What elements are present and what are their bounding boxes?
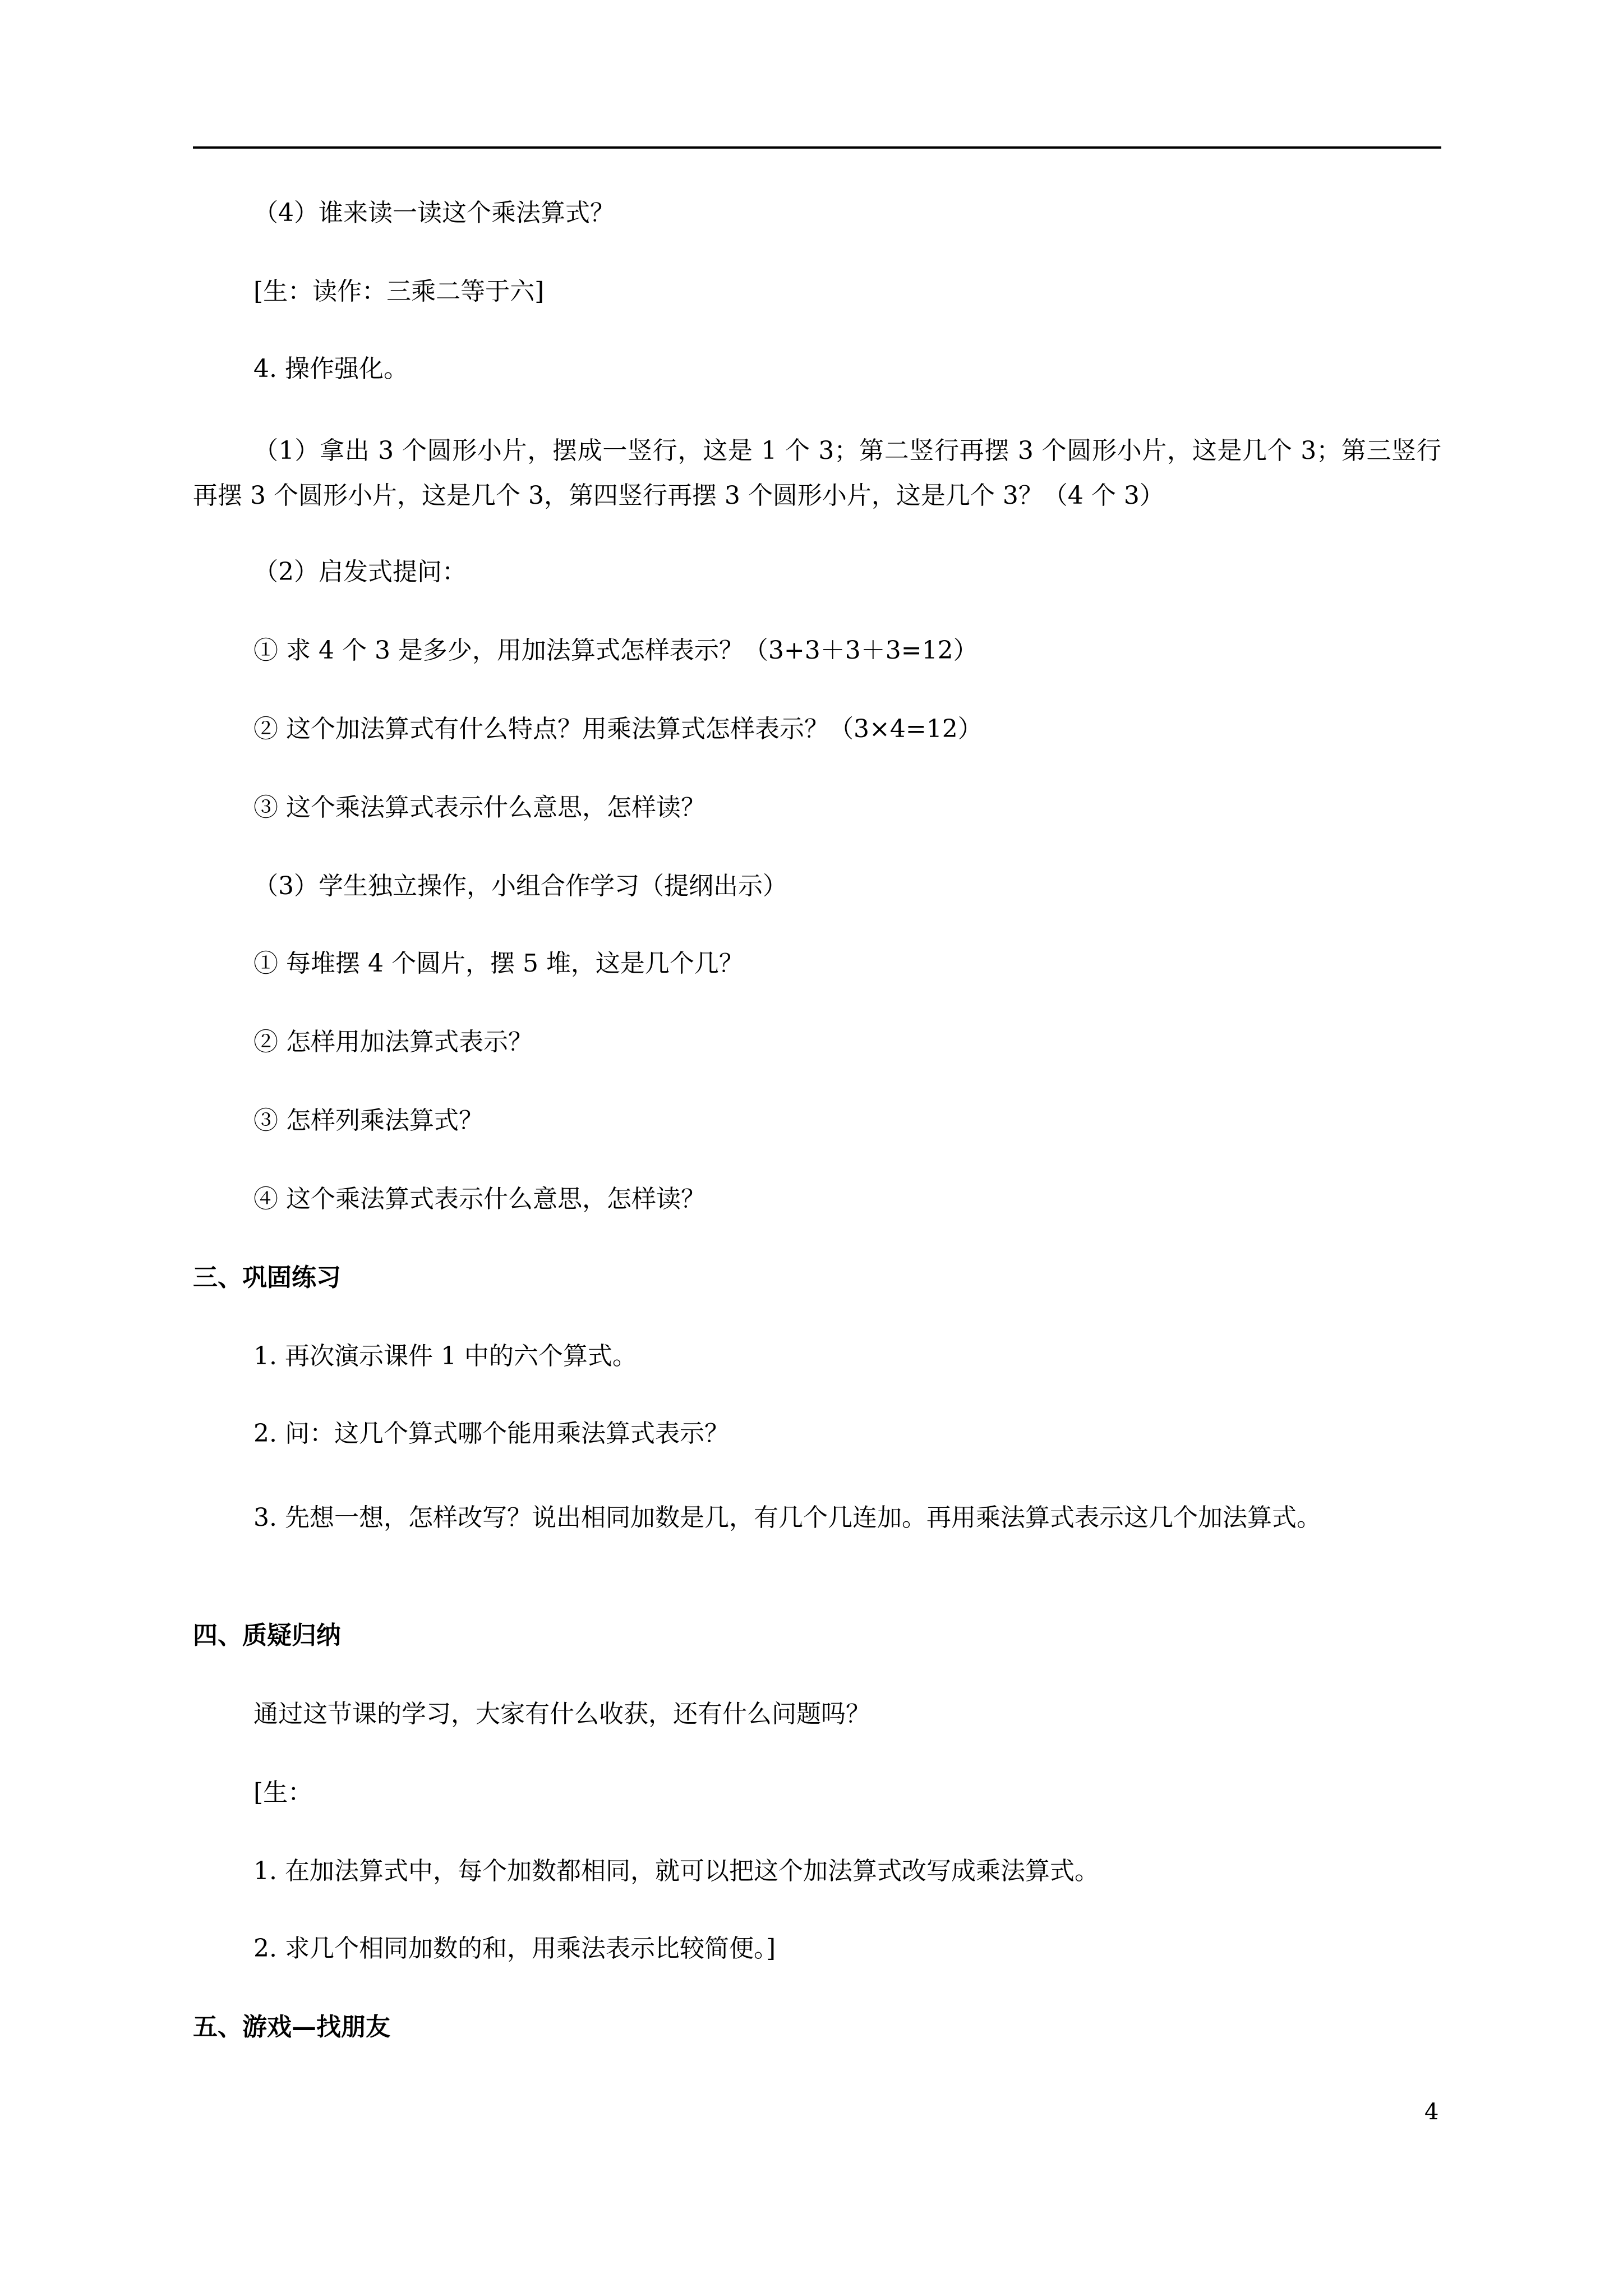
- text-line: （2）启发式提问：: [253, 558, 467, 586]
- text-line: [生：: [253, 1778, 313, 1807]
- list-item: ③ 这个乘法算式表示什么意思，怎样读？: [253, 793, 706, 822]
- section-heading: 五、游戏—找朋友: [193, 2013, 390, 2041]
- page-number: 4: [1424, 2099, 1439, 2125]
- list-item: ② 这个加法算式有什么特点？用乘法算式怎样表示？（3×4=12）: [253, 715, 983, 743]
- text-line: 通过这节课的学习，大家有什么收获，还有什么问题吗？: [253, 1700, 870, 1728]
- text-line: （3）学生独立操作，小组合作学习（提纲出示）: [253, 872, 787, 900]
- list-item: ② 怎样用加法算式表示？: [253, 1028, 533, 1056]
- text-line: 1. 再次演示课件 1 中的六个算式。: [253, 1342, 637, 1370]
- text-line: [生：读作：三乘二等于六]: [253, 277, 545, 306]
- text-line: 2. 求几个相同加数的和，用乘法表示比较简便。]: [253, 1934, 776, 1963]
- text-line: 1. 在加法算式中，每个加数都相同，就可以把这个加法算式改写成乘法算式。: [253, 1857, 1099, 1885]
- paragraph: （1）拿出 3 个圆形小片，摆成一竖行，这是 1 个 3；第二竖行再摆 3 个圆形小片，这是几个 3；第三竖行再摆 3 个圆形小片，这是几个 3，第四竖行再摆 3 个圆形小片，这是几个 3？（4 个 3）: [193, 436, 1441, 510]
- text-line: 2. 问：这几个算式哪个能用乘法算式表示？: [253, 1419, 729, 1448]
- section-heading: 三、巩固练习: [193, 1263, 341, 1292]
- list-item: ① 求 4 个 3 是多少，用加法算式怎样表示？（3+3＋3＋3=12）: [253, 636, 978, 665]
- list-item: ③ 怎样列乘法算式？: [253, 1106, 483, 1135]
- section-heading: 四、质疑归纳: [193, 1621, 341, 1650]
- paragraph: 3. 先想一想，怎样改写？说出相同加数是几，有几个几连加。再用乘法算式表示这几个加法算式。: [253, 1503, 1321, 1532]
- list-item: ④ 这个乘法算式表示什么意思，怎样读？: [253, 1185, 706, 1213]
- list-item: ① 每堆摆 4 个圆片，摆 5 堆，这是几个几？: [253, 949, 744, 978]
- text-line: 4. 操作强化。: [253, 355, 408, 383]
- text-line: （4）谁来读一读这个乘法算式？: [253, 199, 615, 227]
- header-rule: [193, 146, 1441, 149]
